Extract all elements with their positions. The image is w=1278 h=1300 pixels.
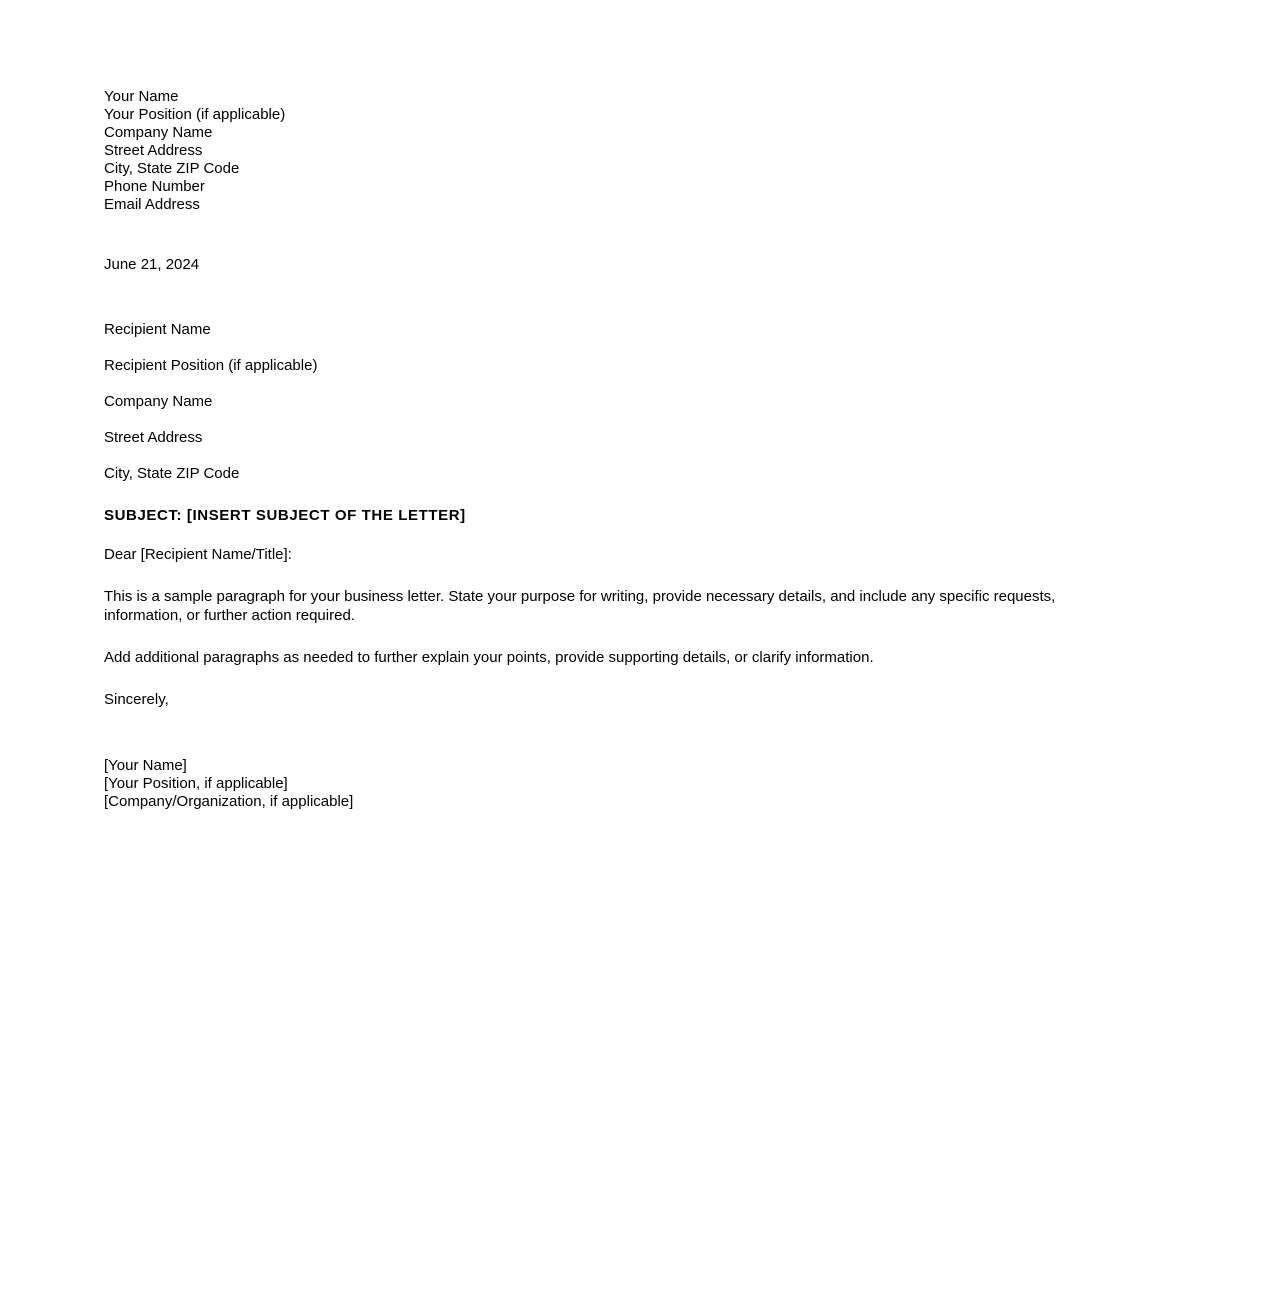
letter-body bbox=[104, 88, 1126, 811]
sender-email-address: Email Address bbox=[104, 196, 200, 213]
recipient-street-address: Street Address bbox=[104, 429, 203, 446]
letter-date: June 21, 2024 bbox=[104, 256, 200, 273]
recipient-name: Recipient Name bbox=[104, 321, 211, 338]
recipient-address-block bbox=[104, 321, 1126, 483]
sender-name: Your Name bbox=[104, 88, 179, 105]
sender-city-state-zip: City, State ZIP Code bbox=[104, 160, 240, 177]
closing-line: Sincerely, bbox=[104, 691, 169, 708]
signature-position: [Your Position, if applicable] bbox=[104, 775, 288, 792]
subject-line: SUBJECT: [INSERT SUBJECT OF THE LETTER] bbox=[104, 507, 466, 524]
sender-phone-number: Phone Number bbox=[104, 178, 205, 195]
sender-address-block bbox=[104, 88, 1126, 214]
sender-company: Company Name bbox=[104, 124, 213, 141]
salutation-line: Dear [Recipient Name/Title]: bbox=[104, 546, 292, 563]
sender-street-address: Street Address bbox=[104, 142, 203, 159]
recipient-city-state-zip: City, State ZIP Code bbox=[104, 465, 240, 482]
body-paragraph-2: Add additional paragraphs as needed to further explain your points, provide supporting details, or clarify information. bbox=[104, 649, 874, 666]
signature-block bbox=[104, 757, 1126, 811]
recipient-position: Recipient Position (if applicable) bbox=[104, 357, 318, 374]
body-paragraph-1: This is a sample paragraph for your business letter. State your purpose for writing, provide necessary details, and include any specific requests, information, or further action required. bbox=[104, 588, 1056, 624]
sender-position: Your Position (if applicable) bbox=[104, 106, 286, 123]
signature-company: [Company/Organization, if applicable] bbox=[104, 793, 354, 810]
signature-name: [Your Name] bbox=[104, 757, 187, 774]
recipient-company: Company Name bbox=[104, 393, 213, 410]
